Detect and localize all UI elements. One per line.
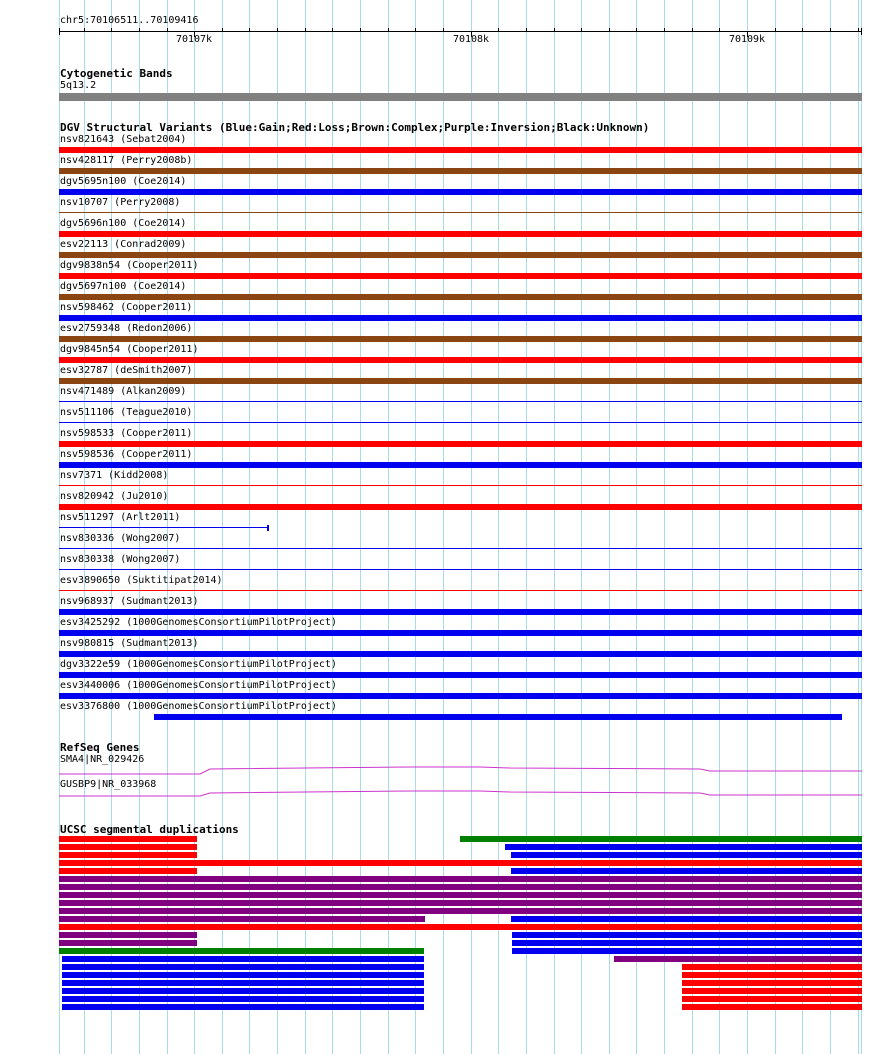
segdup-track-title: UCSC segmental duplications [60, 823, 239, 836]
segdup-item[interactable] [614, 956, 862, 962]
dgv-track-title: DGV Structural Variants (Blue:Gain;Red:Loss;Brown:Complex;Purple:Inversion;Black:Unknown) [60, 121, 650, 134]
ruler-tick-label: 70108k [452, 34, 490, 45]
dgv-item-label[interactable]: dgv9845n54 (Cooper2011) [60, 344, 199, 355]
dgv-item-label[interactable]: dgv5696n100 (Coe2014) [60, 218, 187, 229]
dgv-item-label[interactable]: esv3425292 (1000GenomesConsortiumPilotProject) [60, 617, 337, 628]
segdup-item[interactable] [59, 916, 425, 922]
segdup-item[interactable] [512, 932, 862, 938]
segdup-item[interactable] [59, 908, 862, 914]
segdup-item[interactable] [62, 972, 424, 978]
segdup-item[interactable] [682, 1004, 862, 1010]
cytoband-track-title: Cytogenetic Bands [60, 67, 173, 80]
segdup-item[interactable] [62, 956, 424, 962]
cytoband-label[interactable]: 5q13.2 [60, 80, 97, 91]
dgv-item-label[interactable]: nsv821643 (Sebat2004) [60, 134, 187, 145]
segdup-item[interactable] [59, 860, 862, 866]
segdup-item[interactable] [682, 964, 862, 970]
segdup-item[interactable] [62, 996, 424, 1002]
segdup-item[interactable] [682, 980, 862, 986]
segdup-item[interactable] [59, 900, 862, 906]
segdup-item[interactable] [59, 884, 862, 890]
dgv-item-label[interactable]: nsv7371 (Kidd2008) [60, 470, 169, 481]
segdup-item[interactable] [59, 924, 862, 930]
dgv-item-label[interactable]: nsv511106 (Teague2010) [60, 407, 193, 418]
dgv-item-label[interactable]: dgv5697n100 (Coe2014) [60, 281, 187, 292]
segdup-item[interactable] [62, 964, 424, 970]
segdup-item[interactable] [62, 1004, 424, 1010]
segdup-item[interactable] [62, 988, 424, 994]
dgv-item-label[interactable]: nsv471489 (Alkan2009) [60, 386, 187, 397]
segdup-item[interactable] [59, 836, 197, 842]
dgv-item-label[interactable]: nsv830336 (Wong2007) [60, 533, 181, 544]
gene-model-sma4[interactable] [59, 767, 862, 774]
segdup-item[interactable] [59, 932, 197, 938]
position-label: chr5:70106511..70109416 [60, 15, 199, 26]
ruler-tick-label: 70107k [175, 34, 213, 45]
gene-label-gusbp9[interactable]: GUSBP9|NR_033968 [60, 779, 157, 790]
dgv-item-label[interactable]: nsv598462 (Cooper2011) [60, 302, 193, 313]
segdup-item[interactable] [682, 996, 862, 1002]
dgv-item-label[interactable]: dgv3322e59 (1000GenomesConsortiumPilotProject) [60, 659, 337, 670]
dgv-item-label[interactable]: nsv10707 (Perry2008) [60, 197, 181, 208]
dgv-item-label[interactable]: dgv5695n100 (Coe2014) [60, 176, 187, 187]
segdup-item[interactable] [59, 868, 197, 874]
refseq-track-title: RefSeq Genes [60, 741, 140, 754]
segdup-item[interactable] [512, 940, 862, 946]
dgv-item-label[interactable]: esv3440006 (1000GenomesConsortiumPilotProject) [60, 680, 337, 691]
dgv-item-label[interactable]: nsv968937 (Sudmant2013) [60, 596, 199, 607]
segdup-item[interactable] [59, 892, 862, 898]
segdup-item[interactable] [460, 836, 862, 842]
dgv-item-label[interactable]: esv3376800 (1000GenomesConsortiumPilotProject) [60, 701, 337, 712]
ruler-tick-label: 70109k [728, 34, 766, 45]
dgv-item-label[interactable]: esv22113 (Conrad2009) [60, 239, 187, 250]
segdup-item[interactable] [59, 940, 197, 946]
dgv-item-label[interactable]: esv2759348 (Redon2006) [60, 323, 193, 334]
gene-label-sma4[interactable]: SMA4|NR_029426 [60, 754, 145, 765]
segdup-item[interactable] [62, 980, 424, 986]
dgv-item-label[interactable]: esv32787 (deSmith2007) [60, 365, 193, 376]
segdup-item[interactable] [511, 916, 862, 922]
segdup-item[interactable] [511, 852, 862, 858]
segdup-item[interactable] [512, 948, 862, 954]
segdup-item[interactable] [505, 844, 862, 850]
dgv-item-label[interactable]: nsv598533 (Cooper2011) [60, 428, 193, 439]
segdup-item[interactable] [59, 852, 197, 858]
dgv-item-label[interactable]: nsv598536 (Cooper2011) [60, 449, 193, 460]
segdup-item[interactable] [59, 876, 862, 882]
dgv-item-label[interactable]: dgv9838n54 (Cooper2011) [60, 260, 199, 271]
segdup-item[interactable] [511, 868, 862, 874]
segdup-item[interactable] [682, 972, 862, 978]
segdup-item[interactable] [59, 844, 197, 850]
dgv-item-label[interactable]: esv3890650 (Suktitipat2014) [60, 575, 223, 586]
dgv-item-label[interactable]: nsv980815 (Sudmant2013) [60, 638, 199, 649]
dgv-item-label[interactable]: nsv511297 (Arlt2011) [60, 512, 181, 523]
dgv-item-label[interactable]: nsv820942 (Ju2010) [60, 491, 169, 502]
dgv-item-label[interactable]: nsv830338 (Wong2007) [60, 554, 181, 565]
segdup-item[interactable] [682, 988, 862, 994]
dgv-item-label[interactable]: nsv428117 (Perry2008b) [60, 155, 193, 166]
gene-model-gusbp9[interactable] [59, 791, 862, 796]
segdup-item[interactable] [59, 948, 424, 954]
